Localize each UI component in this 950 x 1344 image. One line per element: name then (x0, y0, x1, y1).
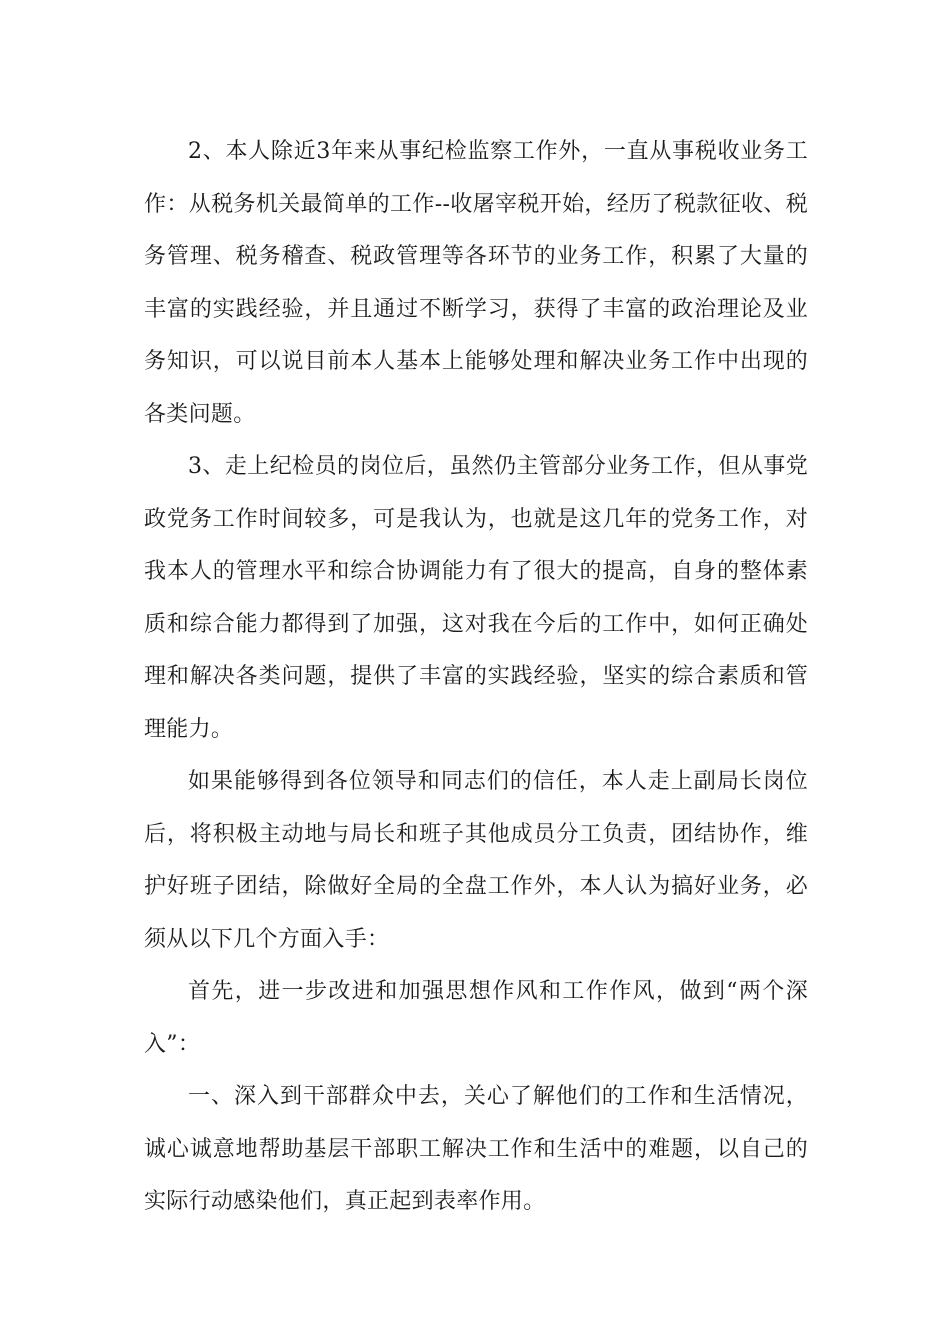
paragraph-commitment: 如果能够得到各位领导和同志们的信任，本人走上副局长岗位后，将积极主动地与局长和班子其他成员分工负责，团结协作，维护好班子团结，除做好全局的全盘工作外，本人认为搞好业务，必须从以下几个方面入手： (144, 769, 808, 952)
paragraph-experience-tax: 2、本人除近3年来从事纪检监察工作外，一直从事税收业务工作：从税务机关最简单的工作--收屠宰税开始，经历了税款征收、税务管理、税务稽查、税政管理等各环节的业务工作，积累了大量的丰富的实践经验，并且通过不断学习，获得了丰富的政治理论及业务知识，可以说目前本人基本上能够处理和解决业务工作中出现的各类问题。 (144, 139, 808, 427)
paragraph-deepen-grassroots: 一、深入到干部群众中去，关心了解他们的工作和生活情况，诚心诚意地帮助基层干部职工解决工作和生活中的难题，以自己的实际行动感染他们，真正起到表率作用。 (144, 1084, 808, 1214)
paragraph-experience-discipline: 3、走上纪检员的岗位后，虽然仍主管部分业务工作，但从事党政党务工作时间较多，可是我认为，也就是这几年的党务工作，对我本人的管理水平和综合协调能力有了很大的提高，自身的整体素质和综合能力都得到了加强，这对我在今后的工作中，如何正确处理和解决各类问题，提供了丰富的实践经验，坚实的综合素质和管理能力。 (144, 454, 808, 742)
paragraph-first-point: 首先，进一步改进和加强思想作风和工作作风，做到“两个深入”： (144, 979, 808, 1057)
document-body (144, 126, 808, 1229)
